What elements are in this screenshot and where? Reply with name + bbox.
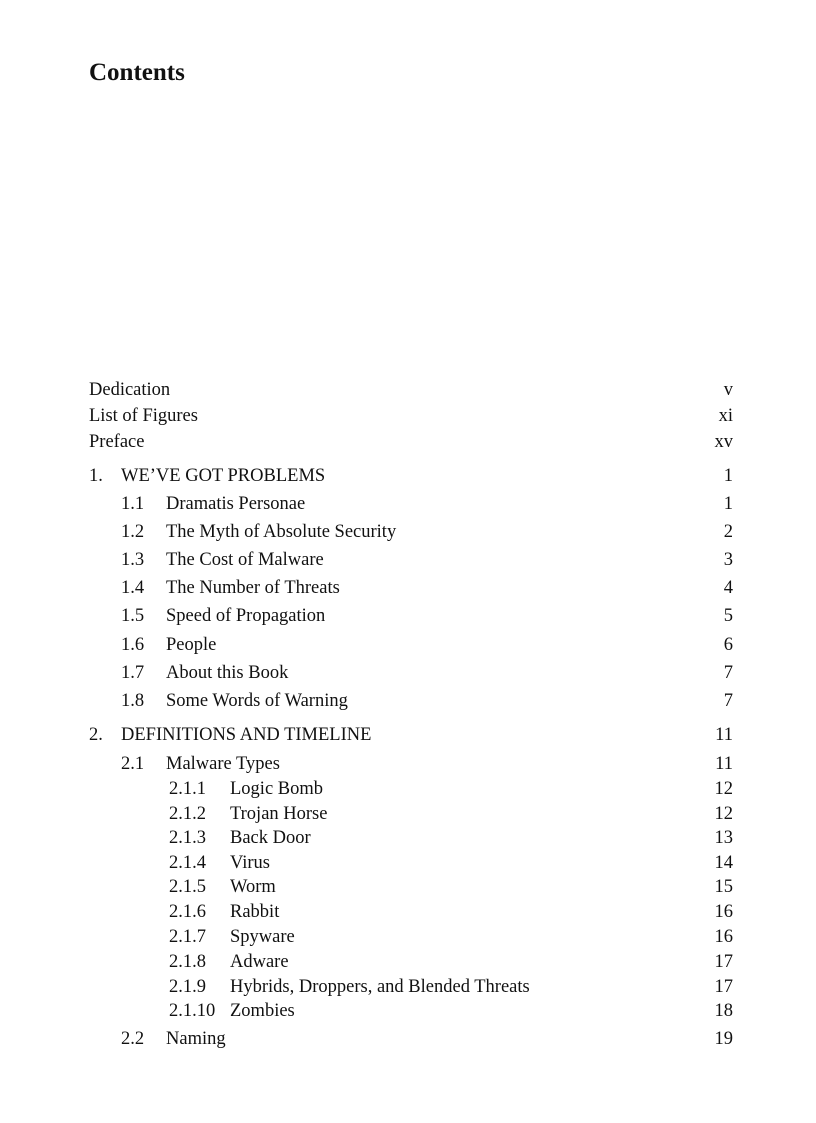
toc-entry-list-of-figures[interactable]: [89, 404, 733, 428]
toc-section-1-1[interactable]: [89, 492, 733, 516]
section-title: About this Book: [166, 663, 289, 683]
section-title: Speed of Propagation: [166, 606, 326, 626]
toc-page-number: xv: [714, 432, 733, 452]
toc-page-number: 11: [715, 725, 733, 745]
toc-page-number: 13: [714, 828, 733, 848]
section-number: 1.4: [121, 578, 145, 598]
chapter-title: DEFINITIONS AND TIMELINE: [121, 725, 372, 745]
subsection-number: 2.1.8: [169, 952, 206, 972]
subsection-title: Virus: [230, 853, 270, 873]
toc-page-number: 17: [714, 977, 733, 997]
toc-subsection-2-1-10[interactable]: [89, 999, 733, 1023]
section-title: The Myth of Absolute Security: [166, 522, 397, 542]
toc-chapter-1[interactable]: [89, 464, 733, 488]
toc-page-number: 5: [723, 606, 733, 626]
toc-page-number: 4: [723, 578, 733, 598]
toc-section-2-1[interactable]: [89, 752, 733, 776]
toc-subsection-2-1-8[interactable]: [89, 950, 733, 974]
subsection-title: Worm: [230, 877, 276, 897]
section-title: Naming: [166, 1029, 226, 1049]
toc-entry-label: Preface: [89, 432, 145, 452]
subsection-number: 2.1.5: [169, 877, 206, 897]
toc-section-1-3[interactable]: [89, 548, 733, 572]
section-number: 1.6: [121, 635, 145, 655]
chapter-number: 1.: [89, 466, 103, 486]
subsection-title: Spyware: [230, 927, 295, 947]
toc-subsection-2-1-3[interactable]: [89, 826, 733, 850]
subsection-number: 2.1.6: [169, 902, 206, 922]
page-title: Contents: [89, 59, 185, 86]
toc-section-1-4[interactable]: [89, 576, 733, 600]
toc-subsection-2-1-6[interactable]: [89, 900, 733, 924]
section-number: 1.3: [121, 550, 145, 570]
section-number: 1.2: [121, 522, 145, 542]
chapter-number: 2.: [89, 725, 103, 745]
toc-page-number: 12: [714, 804, 733, 824]
section-number: 1.7: [121, 663, 145, 683]
toc-entry-label: List of Figures: [89, 406, 198, 426]
toc-page-number: 16: [714, 902, 733, 922]
subsection-number: 2.1.7: [169, 927, 206, 947]
toc-subsection-2-1-9[interactable]: [89, 975, 733, 999]
subsection-title: Back Door: [230, 828, 311, 848]
toc-section-1-7[interactable]: [89, 661, 733, 685]
toc-page-number: 7: [723, 663, 733, 683]
subsection-title: Trojan Horse: [230, 804, 328, 824]
toc-page-number: 12: [714, 779, 733, 799]
toc-page-number: 2: [723, 522, 733, 542]
section-title: Dramatis Personae: [166, 494, 306, 514]
toc-page-number: 1: [723, 466, 733, 486]
toc-section-1-6[interactable]: [89, 633, 733, 657]
subsection-number: 2.1.4: [169, 853, 206, 873]
toc-page-number: 14: [714, 853, 733, 873]
section-title: Some Words of Warning: [166, 691, 348, 711]
section-number: 1.8: [121, 691, 145, 711]
toc-page-number: v: [723, 380, 733, 400]
toc-subsection-2-1-5[interactable]: [89, 875, 733, 899]
toc-subsection-2-1-1[interactable]: [89, 777, 733, 801]
section-number: 1.5: [121, 606, 145, 626]
section-title: People: [166, 635, 217, 655]
subsection-number: 2.1.3: [169, 828, 206, 848]
toc-page-number: 16: [714, 927, 733, 947]
toc-page-number: 11: [715, 754, 733, 774]
subsection-title: Logic Bomb: [230, 779, 324, 799]
section-number: 1.1: [121, 494, 145, 514]
toc-section-2-2[interactable]: [89, 1027, 733, 1051]
toc-page-number: 1: [723, 494, 733, 514]
chapter-title: WE’VE GOT PROBLEMS: [121, 466, 326, 486]
toc-section-1-8[interactable]: [89, 689, 733, 713]
toc-page-number: 6: [723, 635, 733, 655]
section-title: The Number of Threats: [166, 578, 340, 598]
subsection-title: Adware: [230, 952, 289, 972]
subsection-number: 2.1.1: [169, 779, 206, 799]
section-number: 2.2: [121, 1029, 145, 1049]
toc-page-number: xi: [718, 406, 733, 426]
subsection-number: 2.1.2: [169, 804, 206, 824]
toc-page-number: 15: [714, 877, 733, 897]
table-of-contents: [89, 0, 733, 1123]
section-number: 2.1: [121, 754, 145, 774]
toc-chapter-2[interactable]: [89, 723, 733, 747]
section-title: Malware Types: [166, 754, 280, 774]
subsection-number: 2.1.9: [169, 977, 206, 997]
toc-subsection-2-1-7[interactable]: [89, 925, 733, 949]
subsection-number: 2.1.10: [169, 1001, 216, 1021]
toc-page-number: 3: [723, 550, 733, 570]
section-title: The Cost of Malware: [166, 550, 324, 570]
subsection-title: Zombies: [230, 1001, 295, 1021]
toc-entry-label: Dedication: [89, 380, 171, 400]
toc-page-number: 7: [723, 691, 733, 711]
toc-section-1-2[interactable]: [89, 520, 733, 544]
toc-subsection-2-1-4[interactable]: [89, 851, 733, 875]
subsection-title: Hybrids, Droppers, and Blended Threats: [230, 977, 530, 997]
toc-entry-preface[interactable]: [89, 430, 733, 454]
toc-section-1-5[interactable]: [89, 604, 733, 628]
subsection-title: Rabbit: [230, 902, 280, 922]
toc-page-number: 18: [714, 1001, 733, 1021]
toc-page-number: 19: [714, 1029, 733, 1049]
toc-entry-dedication[interactable]: [89, 378, 733, 402]
toc-page-number: 17: [714, 952, 733, 972]
toc-subsection-2-1-2[interactable]: [89, 802, 733, 826]
